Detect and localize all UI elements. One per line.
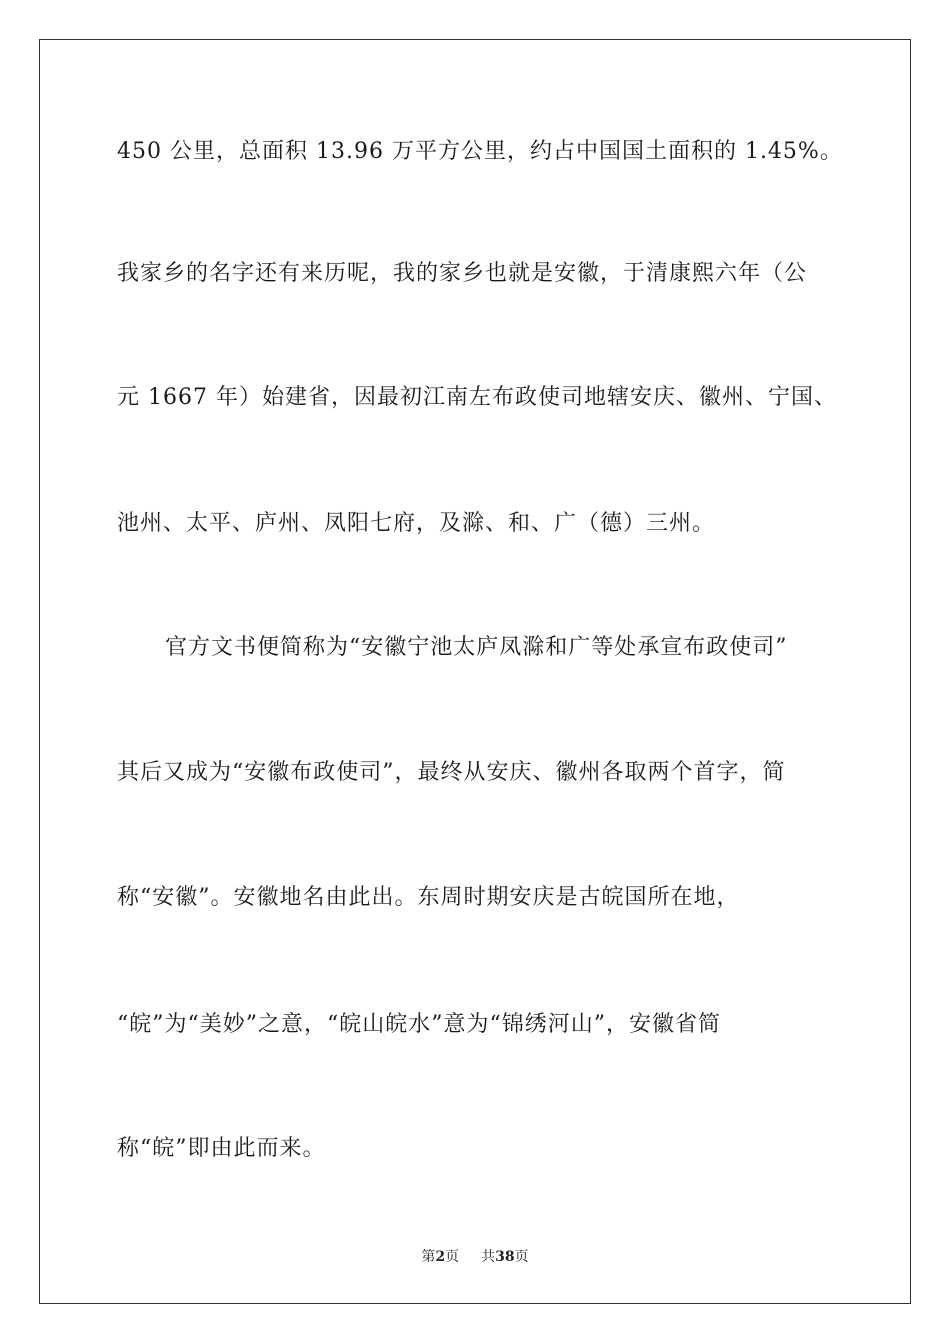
paragraph-line-9: 称“皖”即由此而来。 bbox=[117, 1136, 326, 1161]
paragraph-line-1: 450 公里，总面积 13.96 万平方公里，约占中国国土面积的 1.45%。 bbox=[117, 139, 843, 164]
paragraph-line-5: 官方文书便简称为“安徽宁池太庐凤滁和广等处承宣布政使司” bbox=[165, 635, 788, 660]
paragraph-line-2: 我家乡的名字还有来历呢，我的家乡也就是安徽，于清康熙六年（公 bbox=[117, 261, 808, 286]
total-pages: 38 bbox=[495, 1249, 515, 1265]
paragraph-line-8: “皖”为“美妙”之意，“皖山皖水”意为“锦绣河山”，安徽省简 bbox=[117, 1012, 721, 1037]
total-suffix: 页 bbox=[514, 1249, 529, 1265]
paragraph-line-4: 池州、太平、庐州、凤阳七府，及滁、和、广（德）三州。 bbox=[117, 511, 716, 536]
paragraph-line-6: 其后又成为“安徽布政使司”，最终从安庆、徽州各取两个首字，简 bbox=[117, 760, 786, 785]
page-footer bbox=[0, 1248, 950, 1266]
page-suffix: 页 bbox=[445, 1249, 460, 1265]
page-prefix: 第 bbox=[421, 1249, 436, 1265]
page-number: 2 bbox=[435, 1249, 446, 1265]
page-border bbox=[39, 39, 911, 1304]
total-prefix: 共 bbox=[481, 1249, 496, 1265]
paragraph-line-7: 称“安徽”。安徽地名由此出。东周时期安庆是古皖国所在地， bbox=[117, 885, 740, 910]
paragraph-line-3: 元 1667 年）始建省，因最初江南左布政使司地辖安庆、徽州、宁国、 bbox=[117, 385, 837, 410]
